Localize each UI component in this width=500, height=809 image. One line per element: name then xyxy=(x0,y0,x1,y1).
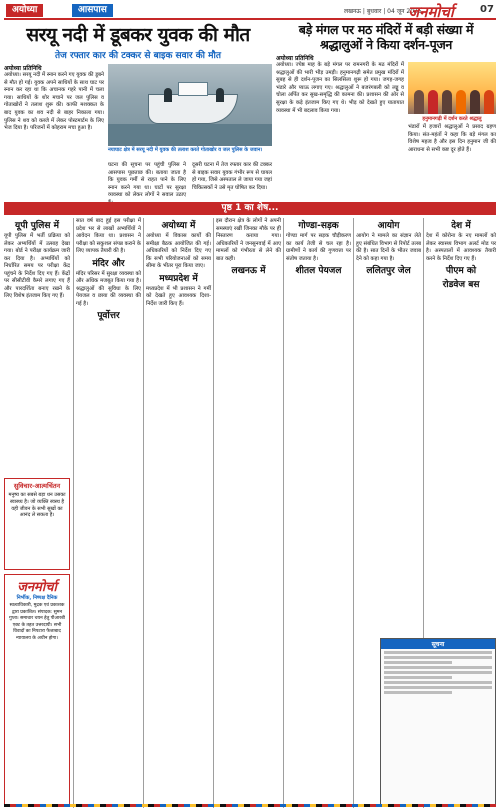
section-local-tag: आसपास xyxy=(72,4,113,17)
section-city-tag: अयोध्या xyxy=(6,4,43,17)
column-7 xyxy=(426,218,496,636)
crowd-figure xyxy=(456,90,466,114)
column-5 xyxy=(286,218,351,806)
thought-title: सुविचार-आत्मचिंतन xyxy=(13,482,61,490)
imprint-logo: जनमोर्चा xyxy=(17,580,57,595)
boat-cabin xyxy=(178,82,208,96)
crowd-figure xyxy=(428,90,438,114)
crowd-figure xyxy=(442,90,452,114)
river-rescue-photo xyxy=(108,64,272,146)
notice-text-line xyxy=(384,691,452,694)
notice-text-line xyxy=(384,656,492,659)
notice-text-line xyxy=(384,666,492,669)
column-rule xyxy=(73,218,74,808)
notice-text-line xyxy=(384,651,492,654)
page-number: 07 xyxy=(480,4,494,15)
temple-crowd-photo xyxy=(408,62,496,114)
right-headline: बड़े मंगल पर मठ मंदिरों में बड़ी संख्या में श्रद्धालुओं ने किया दर्शन-पूजन xyxy=(298,22,474,52)
column-4-body: इस दौरान क्षेत्र के लोगों ने अपनी समस्याएं रखीं जिनका मौके पर ही निस्तारण कराया गया। अधिकारियों ने जनसुनवाई में आए मामलों को गंभीरता से लेने की बात कही। xyxy=(216,218,281,262)
masthead xyxy=(4,2,496,20)
notice-title: सूचना xyxy=(381,639,495,649)
column-rule xyxy=(283,218,284,808)
lead-photo-caption: नयाघाट क्षेत्र में सरयू नदी में युवक की तलाश करते गोताखोर व जल पुलिस के जवान। xyxy=(108,147,263,153)
column-4-heading: लखनऊ में xyxy=(231,266,266,276)
lead-body-col3: दूसरी घटना में तेज रफ्तार कार की टक्कर से बाइक सवार युवक गंभीर रूप से घायल हो गया, जिसे अस्पताल ले जाया गया जहां चिकित्सकों ने उसे मृत घोषित कर दिया। xyxy=(192,162,272,191)
notice-text-line xyxy=(384,661,452,664)
crowd-figure xyxy=(414,90,424,114)
column-1-body: यूपी पुलिस में भर्ती प्रक्रिया को लेकर अभ्यर्थियों में उत्साह देखा गया। बोर्ड ने परीक्षा कार्यक्रम जारी कर दिया है। अभ्यर्थियों को निर्धारित समय पर परीक्षा केंद्र पहुंचने के निर्देश दिए गए हैं। केंद्रों पर सीसीटीवी कैमरे लगाए गए हैं और पारदर्शिता बनाए रखने के लिए विशेष इंतजाम किए गए हैं। xyxy=(4,233,70,299)
column-3-heading: अयोध्या में xyxy=(161,221,196,231)
notice-text-line xyxy=(384,681,492,684)
column-rule xyxy=(143,218,144,808)
column-4 xyxy=(216,218,281,806)
column-6 xyxy=(356,218,421,636)
lead-body: अयोध्या। सरयू नदी में स्नान करने गए युवक की डूबने से मौत हो गई। युवक अपने साथियों के साथ घाट पर स्नान कर रहा था कि अचानक गहरे पानी में चला गया। साथियों के शोर मचाने पर जल पुलिस व गोताखोरों ने तलाश शुरू की। काफी मशक्कत के बाद युवक का शव नदी से बाहर निकाला गया। पुलिस ने शव को कब्जे में लेकर पोस्टमार्टम के लिए भेज दिया है। परिजनों में कोहराम मचा हुआ है। xyxy=(4,72,104,132)
column-3-body: अयोध्या में विकास कार्यों की समीक्षा बैठक आयोजित की गई। अधिकारियों को निर्देश दिए गए कि सभी परियोजनाओं को समय सीमा के भीतर पूरा किया जाए। xyxy=(146,233,211,269)
notice-text-line xyxy=(384,671,492,674)
column-1 xyxy=(4,218,70,476)
column-6-heading: आयोग xyxy=(377,221,400,231)
right-photo-caption: हनुमानगढ़ी में दर्शन करते श्रद्धालु xyxy=(422,116,482,122)
column-5-heading: गोण्डा-सड़क xyxy=(298,221,339,231)
lead-byline: अयोध्या प्रतिनिधि xyxy=(4,65,42,72)
right-byline: अयोध्या प्रतिनिधि xyxy=(276,55,314,62)
dateline: लखनऊ | बुधवार | 04 जून 2025 xyxy=(344,8,422,15)
crowd-figure xyxy=(484,90,494,114)
thought-text: मनुष्य का सबसे बड़ा धन उसका स्वास्थ्य है। जो व्यक्ति स्वस्थ है वही जीवन के सभी सुखों का आनंद ले सकता है। xyxy=(8,492,66,519)
river-water xyxy=(108,124,272,146)
column-7-body: देश में कोरोना के नए मामलों को लेकर स्वास्थ्य विभाग अलर्ट मोड पर है। अस्पतालों में आवश्यक तैयारी करने के निर्देश दिए गए हैं। xyxy=(426,233,496,262)
column-rule xyxy=(213,218,214,808)
column-1-heading: यूपी पुलिस में xyxy=(15,221,59,231)
right-body: अयोध्या। ज्येष्ठ माह के बड़े मंगल पर रामनगरी के मठ मंदिरों में श्रद्धालुओं की भारी भीड़ उमड़ी। हनुमानगढ़ी समेत प्रमुख मंदिरों में सुबह से ही दर्शन-पूजन का सिलसिला शुरू हो गया। जगह-जगह भंडारे और प्याऊ लगाए गए। श्रद्धालुओं ने बजरंगबली को लड्डू व चोला अर्पित कर सुख-समृद्धि की कामना की। प्रशासन की ओर से सुरक्षा के कड़े इंतजाम किए गए थे। भीड़ को देखते हुए यातायात व्यवस्था में भी बदलाव किया गया। xyxy=(276,62,404,114)
registration-marks xyxy=(4,804,496,807)
right-body-2: भंडारों में हजारों श्रद्धालुओं ने प्रसाद ग्रहण किया। संत-महंतों ने कहा कि बड़े मंगल का विशेष महत्व है और इस दिन हनुमान जी की आराधना से सभी कष्ट दूर होते हैं। xyxy=(408,124,496,153)
column-rule xyxy=(353,218,354,808)
column-7-heading-3: रोडवेज बस xyxy=(442,280,480,290)
lead-body-col2: घटना की सूचना पर पहुंची पुलिस ने आसपास पूछताछ की। बताया जाता है कि युवक गर्मी से राहत पाने के लिए स्नान करने गया था। घाटों पर सुरक्षा व्यवस्था को लेकर लोगों ने सवाल उठाए xyxy=(108,162,186,199)
boat-shape xyxy=(148,94,238,124)
person-figure xyxy=(216,88,224,102)
thought-box xyxy=(4,478,70,570)
imprint-box xyxy=(4,574,70,806)
column-2-heading-2: पूर्वोत्तर xyxy=(97,311,120,321)
column-6-heading-2: ललितपुर जेल xyxy=(366,266,411,276)
column-6-body: आयोग ने मामले का संज्ञान लेते हुए संबंधित विभाग से रिपोर्ट तलब की है। सात दिनों के भीतर जवाब देने को कहा गया है। xyxy=(356,233,421,262)
column-5-body: गोण्डा मार्ग पर सड़क चौड़ीकरण का कार्य तेजी से चल रहा है। ग्रामीणों ने कार्य की गुणवत्ता पर संतोष जताया है। xyxy=(286,233,351,262)
notice-text-line xyxy=(384,686,492,689)
crowd-figure xyxy=(470,90,480,114)
person-figure xyxy=(164,88,172,102)
column-7-heading: देश में xyxy=(451,221,471,231)
notice-ad-box xyxy=(380,638,496,806)
imprint-tagline: निर्भीक, निष्पक्ष दैनिक xyxy=(16,595,58,601)
column-3-body-2: मध्यप्रदेश में भी प्रशासन ने गर्मी को देखते हुए आवश्यक दिशा-निर्देश जारी किए हैं। xyxy=(146,285,211,307)
continuation-label: पृष्ठ 1 का शेष... xyxy=(221,203,279,213)
column-3-heading-2: मध्यप्रदेश में xyxy=(159,273,198,284)
column-2-body: सात वर्ष बाद हुई इस परीक्षा में प्रदेश भर से लाखों अभ्यर्थियों ने आवेदन किया था। प्रशासन ने परीक्षा को सकुशल संपन्न कराने के लिए व्यापक तैयारी की है। xyxy=(76,218,141,254)
newspaper-page xyxy=(4,2,496,807)
column-2 xyxy=(76,218,141,806)
notice-text-line xyxy=(384,676,452,679)
column-7-heading-2: पीएम को xyxy=(445,266,477,276)
newspaper-logo: जनमोर्चा xyxy=(408,3,454,21)
imprint-text: स्वत्वाधिकारी, मुद्रक एवं प्रकाशक द्वारा प्रकाशित। संपादक: सुमन गुप्ता। समाचार चयन हेतु पीआरबी एक्ट के तहत उत्तरदायी। सभी विवादों का निपटारा फैजाबाद न्यायालय के अधीन होगा। xyxy=(9,603,65,641)
lead-headline: सरयू नदी में डूबकर युवक की मौत xyxy=(26,24,250,46)
column-5-heading-2: शीतल पेयजल xyxy=(295,266,342,276)
column-2-body-2: मंदिर परिसर में सुरक्षा व्यवस्था को और अधिक मजबूत किया गया है। श्रद्धालुओं की सुविधा के लिए पेयजल व छाया की व्यवस्था की गई है। xyxy=(76,270,141,307)
lead-subheadline: तेज रफ्तार कार की टक्कर से बाइक सवार की मौत xyxy=(55,51,221,61)
column-3 xyxy=(146,218,211,806)
column-2-heading: मंदिर और xyxy=(92,258,125,269)
